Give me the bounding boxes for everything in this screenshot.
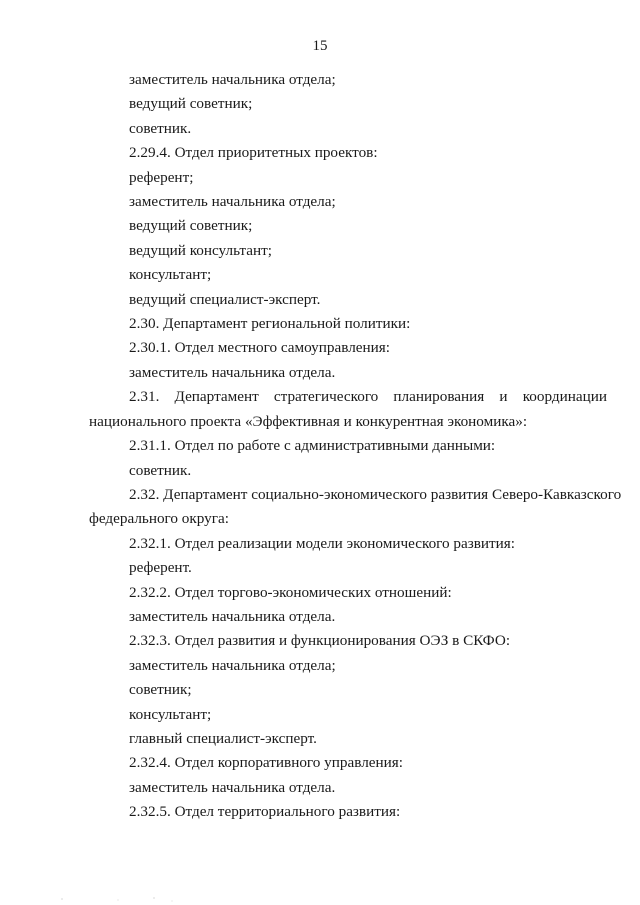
section-heading: 2.32. Департамент социально-экономического развития Северо-Кавказского xyxy=(129,485,622,503)
text-line: советник. xyxy=(129,461,192,479)
text-line: ведущий советник; xyxy=(129,95,253,113)
document-body xyxy=(89,68,622,825)
text-line: советник. xyxy=(129,119,192,137)
text-line: консультант; xyxy=(129,266,212,284)
text-line: главный специалист-эксперт. xyxy=(129,729,317,747)
text-line: референт. xyxy=(129,559,192,577)
text-line: заместитель начальника отдела. xyxy=(129,607,336,625)
section-heading-continuation: национального проекта «Эффективная и конкурентная экономика»: xyxy=(89,412,528,430)
text-line: заместитель начальника отдела; xyxy=(129,193,336,211)
text-line: ведущий специалист-эксперт. xyxy=(129,290,321,308)
section-heading-continuation: федерального округа: xyxy=(89,510,229,528)
text-line: заместитель начальника отдела. xyxy=(129,778,336,796)
text-line: заместитель начальника отдела. xyxy=(129,363,336,381)
section-heading: 2.31. Департамент стратегического планирования и координации xyxy=(129,388,607,406)
page-number: 15 xyxy=(312,38,328,54)
section-heading: 2.32.5. Отдел территориального развития: xyxy=(129,803,401,821)
section-heading: 2.32.3. Отдел развития и функционирования ОЭЗ в СКФО: xyxy=(129,632,511,650)
text-line: ведущий консультант; xyxy=(129,241,272,259)
text-line: референт; xyxy=(129,168,194,186)
section-heading: 2.31.1. Отдел по работе с административными данными: xyxy=(129,437,496,455)
section-heading: 2.32.4. Отдел корпоративного управления: xyxy=(129,754,403,772)
section-heading: 2.29.4. Отдел приоритетных проектов: xyxy=(129,144,378,162)
text-line: советник; xyxy=(129,681,192,699)
text-line: заместитель начальника отдела; xyxy=(129,71,336,88)
text-line: ведущий советник; xyxy=(129,217,253,235)
section-heading: 2.32.1. Отдел реализации модели экономического развития: xyxy=(129,534,516,552)
text-line: консультант; xyxy=(129,705,212,723)
scan-noise xyxy=(0,885,640,905)
section-heading: 2.32.2. Отдел торгово-экономических отношений: xyxy=(129,583,452,601)
text-line: заместитель начальника отдела; xyxy=(129,656,336,674)
section-heading: 2.30. Департамент региональной политики: xyxy=(129,315,411,333)
section-heading: 2.30.1. Отдел местного самоуправления: xyxy=(129,339,390,357)
